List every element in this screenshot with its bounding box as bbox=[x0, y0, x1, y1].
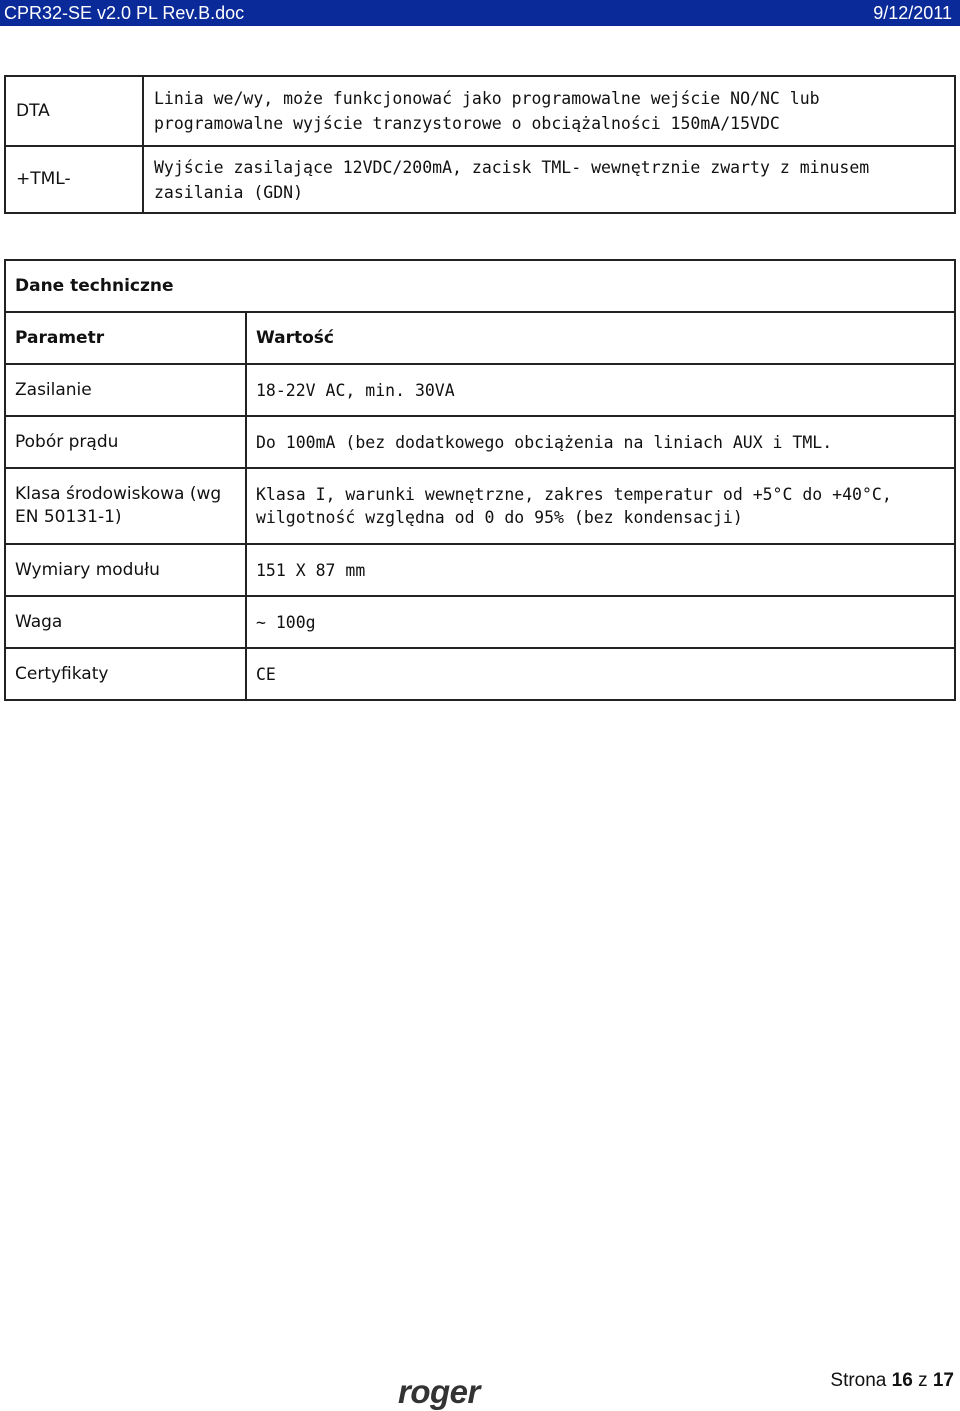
column-header-value: Wartość bbox=[246, 312, 955, 364]
table-row bbox=[5, 416, 955, 468]
table-title: Dane techniczne bbox=[5, 260, 955, 312]
column-header-parameter: Parametr bbox=[5, 312, 246, 364]
terminal-table bbox=[4, 75, 956, 214]
table-row bbox=[5, 596, 955, 648]
current-page: 16 bbox=[891, 1370, 913, 1391]
param-cell: Waga bbox=[5, 596, 246, 648]
terminal-description: Wyjście zasilające 12VDC/200mA, zacisk TML- wewnętrznie zwarty z minusem zasilania (GDN) bbox=[143, 146, 955, 213]
table-row bbox=[5, 648, 955, 700]
param-cell: Zasilanie bbox=[5, 364, 246, 416]
document-header bbox=[0, 0, 960, 26]
table-row bbox=[5, 364, 955, 416]
terminal-name: DTA bbox=[5, 76, 143, 146]
param-cell: Wymiary modułu bbox=[5, 544, 246, 596]
value-cell: 151 X 87 mm bbox=[246, 544, 955, 596]
of-label: z bbox=[918, 1370, 928, 1391]
roger-logo: roger bbox=[398, 1373, 480, 1410]
param-cell: Klasa środowiskowa (wg EN 50131-1) bbox=[5, 468, 246, 544]
param-cell: Pobór prądu bbox=[5, 416, 246, 468]
table-row bbox=[5, 146, 955, 213]
table-header-row bbox=[5, 312, 955, 364]
terminal-description: Linia we/wy, może funkcjonować jako programowalne wejście NO/NC lub programowalne wyjście tranzystorowe o obciążalności 150mA/15VDC bbox=[143, 76, 955, 146]
table-row bbox=[5, 544, 955, 596]
table-row bbox=[5, 76, 955, 146]
page-number bbox=[830, 1370, 954, 1392]
technical-data-table bbox=[4, 259, 956, 701]
value-cell: 18-22V AC, min. 30VA bbox=[246, 364, 955, 416]
value-cell: Klasa I, warunki wewnętrzne, zakres temperatur od +5°C do +40°C, wilgotność względna od 0 do 95% (bez kondensacji) bbox=[246, 468, 955, 544]
table-title-row bbox=[5, 260, 955, 312]
table-row bbox=[5, 468, 955, 544]
page-label: Strona bbox=[830, 1370, 887, 1391]
param-cell: Certyfikaty bbox=[5, 648, 246, 700]
value-cell: Do 100mA (bez dodatkowego obciążenia na liniach AUX i TML. bbox=[246, 416, 955, 468]
value-cell: CE bbox=[246, 648, 955, 700]
terminal-name: +TML- bbox=[5, 146, 143, 213]
document-date: 9/12/2011 bbox=[873, 3, 952, 23]
document-filename: CPR32-SE v2.0 PL Rev.B.doc bbox=[4, 3, 245, 23]
total-pages: 17 bbox=[932, 1370, 954, 1391]
value-cell: ~ 100g bbox=[246, 596, 955, 648]
